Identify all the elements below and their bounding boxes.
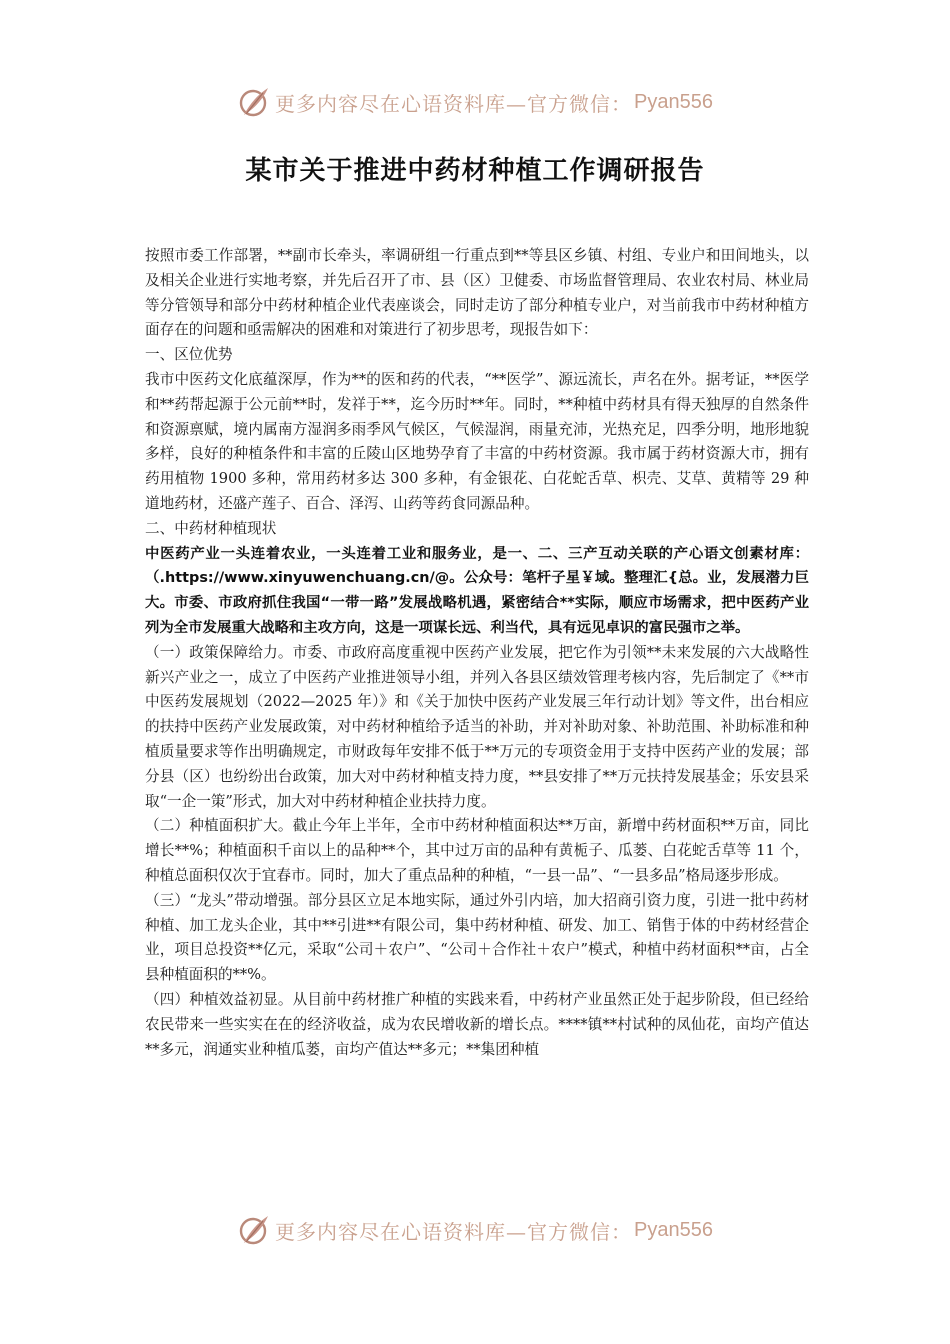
header-watermark-banner — [0, 82, 950, 122]
industry-overview-paragraph: 中医药产业一头连着农业，一头连着工业和服务业，是一、二、三产互动关联的产心语文创素材库：（.https://www.xinyuwenchuang.cn/@。公众号：笔杆子星￥域。整理汇{总。业，发展潜力巨大。市委、市政府抓住我国“一带一路”发展战略机遇，紧密结合**实际，顺应市场需求，把中医药产业列为全市发展重大战略和主攻方向，这是一项谋长远、利当代，具有远见卓识的富民强市之举。 — [145, 545, 809, 636]
planting-benefit-paragraph: （四）种植效益初显。从目前中药材推广种植的实践来看，中药材产业虽然正处于起步阶段，但已经给农民带来一些实实在在的经济收益，成为农民增收新的增长点。****镇**村试种的凤仙花，亩均产值达**多元，润通实业种植瓜蒌，亩均产值达**多元；**集团种植 — [145, 990, 809, 1058]
leading-enterprise-paragraph: （三）“龙头”带动增强。部分县区立足本地实际，通过外引内培，加大招商引资力度，引进一批中药材种植、加工龙头企业，其中**引进**有限公司，集中药材种植、研发、加工、销售于体的中药材经营企业，项目总投资**亿元，采取“公司＋农户”、“公司＋合作社＋农户”模式，种植中药材面积**亩，占全县种植面积的**%。 — [145, 891, 809, 984]
watermark-wechat-id: Pyan556 — [634, 1218, 713, 1241]
watermark-wechat-id: Pyan556 — [634, 90, 713, 113]
watermark-text: 更多内容尽在心语资料库—官方微信： — [275, 1219, 633, 1244]
planting-area-paragraph: （二）种植面积扩大。截止今年上半年，全市中药材种植面积达**万亩，新增中药材面积**万亩，同比增长**%；种植面积千亩以上的品种**个，其中过万亩的品种有黄栀子、瓜蒌、白花蛇舌草等 11 个，种植总面积仅次于宜春市。同时，加大了重点品种的种植，“一县一品”、“一县多品”格局逐步形成。 — [145, 817, 809, 884]
policy-support-paragraph: （一）政策保障给力。市委、市政府高度重视中医药产业发展，把它作为引领**未来发展的六大战略性新兴产业之一，成立了中医药产业推进领导小组，并列入各县区绩效管理考核内容，先后制定了《**市中医药发展规划（2022—2025 年）》和《关于加快中医药产业发展三年行动计划》等文件，出台相应的扶持中医药产业发展政策，对中药材种植给予适当的补助，并对补助对象、补助范围、补助标准和种植质量要求等作出明确规定，市财政每年安排不低于**万元的专项资金用于支持中医药产业的发展；部分县（区）也纷纷出台政策，加大对中药材种植支持力度，**县安排了**万元扶持发展基金；乐安县采取“一企一策”形式，加大对中药材种植企业扶持力度。 — [145, 643, 809, 810]
intro-paragraph: 按照市委工作部署，**副市长牵头，率调研组一行重点到**等县区乡镇、村组、专业户和田间地头，以及相关企业进行实地考察，并先后召开了市、县（区）卫健委、市场监督管理局、农业农村局、林业局等分管领导和部分中药材种植企业代表座谈会，同时走访了部分种植专业户，对当前我市中药材种植方面存在的问题和亟需解决的困难和对策进行了初步思考，现报告如下： — [145, 247, 809, 339]
footer-watermark-banner — [0, 1210, 950, 1250]
section-heading-planting-status: 二、中药材种植现状 — [145, 519, 277, 537]
feather-pen-logo-icon — [237, 85, 271, 119]
document-title: 某市关于推进中药材种植工作调研报告 — [245, 156, 705, 186]
location-advantage-paragraph: 我市中医药文化底蕴深厚，作为**的医和药的代表，“**医学”、源远流长，声名在外。据考证，**医学和**药帮起源于公元前**时，发祥于**，迄今历时**年。同时，**种植中药材具有得天独厚的自然条件和资源禀赋，境内属南方湿润多雨季风气候区，气候湿润，雨量充沛，光热充足，四季分明，地形地貌多样，良好的种植条件和丰富的丘陵山区地势孕育了丰富的中药材资源。我市属于药材资源大市，拥有药用植物 1900 多种，常用药材多达 300 多种，有金银花、白花蛇舌草、枳壳、艾草、黄精等 29 种道地药材，还盛产莲子、百合、泽泻、山药等药食同源品种。 — [145, 370, 809, 512]
feather-pen-logo-icon — [237, 1213, 271, 1247]
document-body — [145, 244, 809, 1186]
section-heading-location-advantage: 一、区位优势 — [145, 346, 233, 364]
watermark-text: 更多内容尽在心语资料库—官方微信： — [275, 91, 633, 116]
